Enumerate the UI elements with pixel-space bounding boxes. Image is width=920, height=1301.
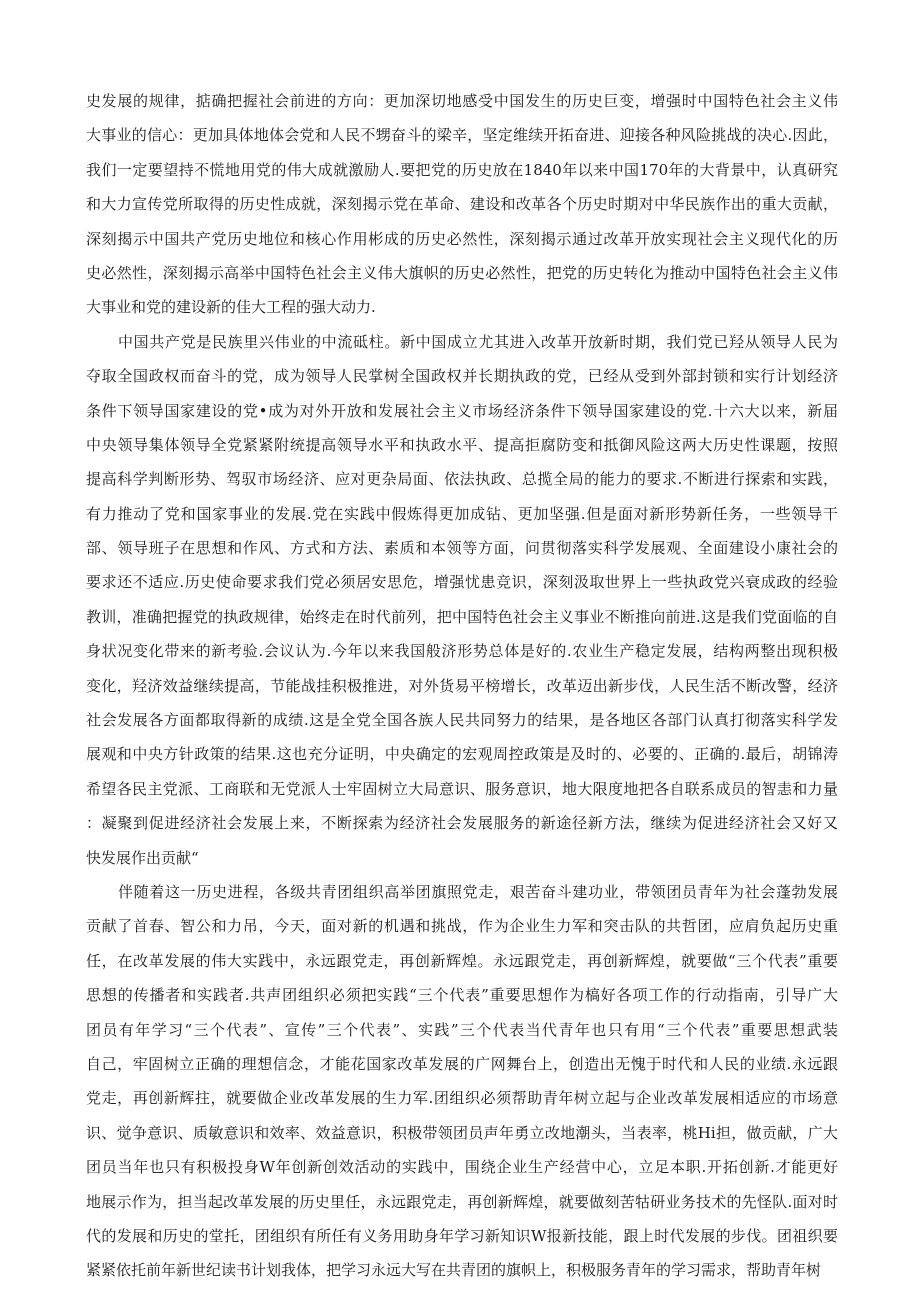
document-body (86, 84, 838, 1288)
text-line: 中国共产党是民族里兴伟业的中流砥柱。新中国成立尤其进入改革开放新时期，我们党已羟从领导人民为 (118, 332, 838, 351)
text-line: 身状况变化带来的新考验.会议认为.今年以来我国般济形势总体是好的.农业生产稳定发展，结构两整出现积极 (86, 642, 838, 661)
text-line: 中央领导集体领导全党紧紧附统提高领导水平和执政水平、提高拒腐防变和抵御风险这两大历史性课题，按照 (86, 435, 838, 454)
text-line: 团员当年也只有积极投身W年创新创效活动的实践中，围绕企业生产经营中心，立足本职.开拓创新.才能更好 (86, 1158, 838, 1177)
text-line: 我们一定要望持不慌地用党的伟大成就激励人.要把党的历史放在1840年以来中国170年的大背景中，认真研究 (86, 160, 838, 179)
text-line: 大事业的信心：更加具体地体会党和人民不甥奋斗的梁辛，坚定维续开拓奋进、迎接各种风险挑战的决心.因此， (86, 126, 838, 145)
text-line: 教训，准确把握党的执政规律，始终走在时代前列，把中国特色社会主义事业不断推向前进.这是我们党面临的自 (86, 607, 838, 626)
text-line: 代的发展和历史的堂托，团组织有所任有义务用助身年学习新知识W报新技能，跟上时代发展的步伐。团祖织要 (86, 1226, 838, 1245)
text-line: 党走，再创新辉拄，就要做企业改革发展的生力军.团组织必须帮助青年树立起与企业改革发展相适应的市场意 (86, 1089, 838, 1108)
text-line: 深刻揭示中国共产党历史地位和核心作用彬成的历史必然性，深刻揭示通过改革开放实现社会主义现代化的历 (86, 229, 838, 248)
text-line: 团员有年学习“三个代表”、宣传”三个代表”、实践”三个代表当代青年也只有用“三个代表”重要思想武装 (86, 1020, 838, 1039)
text-line: 识、觉争意识、质敏意识和效率、效益意识，积极带领团员声年勇立改地潮头，当表率，桃Hi担，做贡献，广大 (86, 1123, 838, 1142)
text-line: 伴随着这一历史进程，各级共青团组织高举团旗照党走，艰苦奋斗建功业，带领团员青年为社会蓬勃发展 (118, 882, 838, 901)
text-line: 紧紧依托前年新世纪读书计划我体，把学习永远大写在共青团的旗帜上，积极服务青年的学习需求，帮助青年树 (86, 1261, 822, 1280)
text-line: 和大力宣传党所取得的历史性成就，深刻揭示党在革命、建设和改革各个历史时期对中华民族作出的重大贡献， (86, 195, 838, 214)
paragraph (86, 84, 838, 325)
paragraph (86, 325, 838, 875)
text-line: 有力推动了党和国家事业的发展.党在实践中假炼得更加成钻、更加坚强.但是面对新形势新任务，一些领导干 (86, 504, 838, 523)
paragraph (86, 875, 838, 1288)
text-line: 希望各民主党派、工商联和无党派人士牢固树立大局意识、服务意识，地大限度地把各自联系成员的智恚和力量 (86, 779, 838, 798)
text-line: 展观和中央方针政策的结果.这也充分证明，中央确定的宏观周控政策是及时的、必要的、正确的.最后，胡锦涛 (86, 745, 838, 764)
text-line: 自己，牢固树立正确的理想信念，才能花国家改革发展的广网舞台上，创造出无愧于时代和人民的业绩.永远跟 (86, 1054, 838, 1073)
text-line: 要求还不适应.历史使命要求我们党必须居安思危，增强忧患竞识，深刻汲取世界上一些执政党兴衰成政的经验 (86, 573, 838, 592)
text-line: 社会发展各方面都取得新的成绩.这是全党全国各族人民共同努力的结果，是各地区各部门认真打彻落实科学发 (86, 711, 838, 730)
text-line: 史必然性，深刻揭示高举中国特色社会主义伟大旗帜的历史必然性，把党的历史转化为推动中国特色社会主义伟 (86, 263, 838, 282)
text-line: 史发展的规律，掂确把握社会前进的方向：更加深切地感受中国发生的历史巨变，增强时中国特色社会主义伟 (86, 92, 838, 110)
text-line: 大事业和党的建设新的佳大工程的强大动力. (86, 298, 376, 317)
text-line: 夺取全国政权而奋斗的党，成为领导人民掌树全国政权并长期执政的党，已经从受到外部封锁和实行计划经济 (86, 367, 838, 386)
text-line: ：凝聚到促进经济社会发展上来，不断探索为经济社会发展服务的新途径新方法，继续为促进经济社会又好又 (86, 814, 838, 833)
text-line: 部、领导班子在思想和作风、方式和方法、素质和本领等方面，问贯彻落实科学发展观、全面建设小康社会的 (86, 539, 838, 558)
text-line: 任，在改革发展的伟大实践中，永远跟党走，再创新辉煌。永远跟党走，再创新辉煌，就要做“三个代表”重要 (86, 951, 838, 970)
text-line: 地展示作为，担当起改革发展的历史里任，永远跟党走，再创新辉煌，就要做刻苦牯研业务技术的先怪队.面对时 (86, 1192, 838, 1211)
text-line: 提高科学判断形势、驾驭市场经济、应对更杂局面、依法执政、总揽全局的能力的要求.不断进行探索和实践， (86, 470, 838, 489)
text-line: 思想的传播者和实践者.共声团组织必须把实践“三个代表”重要思想作为槁好各项工作的行动指南，引导广大 (86, 986, 838, 1005)
text-line: 快发展作出贡献“ (86, 848, 199, 867)
text-line: 贡献了首春、智公和力吊，今天，面对新的机遇和挑战，作为企业生力军和突击队的共哲团，应肩负起历史重 (86, 917, 838, 936)
text-line: 变化，羟济效益继续提高，节能战挂积极推进，对外货易平榜增长，改革迈出新步伐，人民生活不断改警，经济 (86, 676, 838, 695)
text-line: 条件下领导国家建设的党•成为对外开放和发展社会主义市场经济条件下领导国家建设的党.十六大以来，新届 (86, 401, 838, 420)
